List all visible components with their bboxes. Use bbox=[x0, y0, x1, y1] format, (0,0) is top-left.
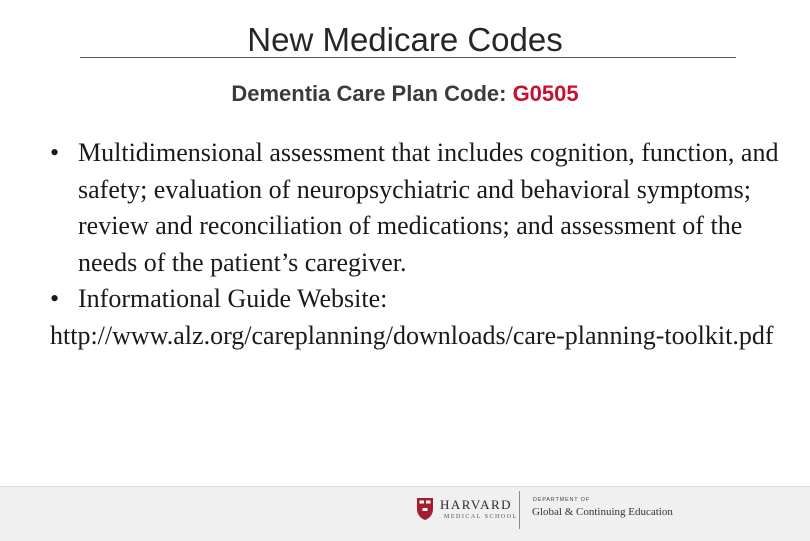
bullet-dot-icon: • bbox=[50, 138, 60, 167]
harvard-shield-icon bbox=[416, 497, 434, 521]
bullet-item-guide bbox=[50, 281, 790, 318]
department-label: DEPARTMENT OF bbox=[533, 497, 590, 503]
slide-body bbox=[50, 135, 790, 354]
bullet-dot-icon: • bbox=[50, 284, 60, 313]
slide-subtitle bbox=[0, 80, 810, 108]
harvard-logo-subtext: MEDICAL SCHOOL bbox=[444, 514, 518, 520]
harvard-logo-text: HARVARD bbox=[440, 497, 513, 512]
title-divider bbox=[80, 57, 736, 58]
slide-title: New Medicare Codes bbox=[247, 21, 563, 58]
bullet-text: Multidimensional assessment that includes cognition, function, and safety; evaluation of neuropsychiatric and behavioral symptoms; review and reconciliation of medications; and assessment of the needs of the patient’s caregiver. bbox=[78, 138, 779, 277]
guide-url-link[interactable]: http://www.alz.org/careplanning/downloads/care-planning-toolkit.pdf bbox=[50, 320, 774, 350]
footer-divider bbox=[519, 491, 520, 529]
subtitle-prefix: Dementia Care Plan Code: bbox=[231, 81, 513, 106]
care-plan-code: G0505 bbox=[512, 81, 579, 106]
footer-bar bbox=[0, 486, 810, 541]
bullet-text: Informational Guide Website: bbox=[78, 284, 388, 313]
department-name: Global & Continuing Education bbox=[532, 506, 673, 518]
bullet-item-assessment bbox=[50, 135, 790, 281]
